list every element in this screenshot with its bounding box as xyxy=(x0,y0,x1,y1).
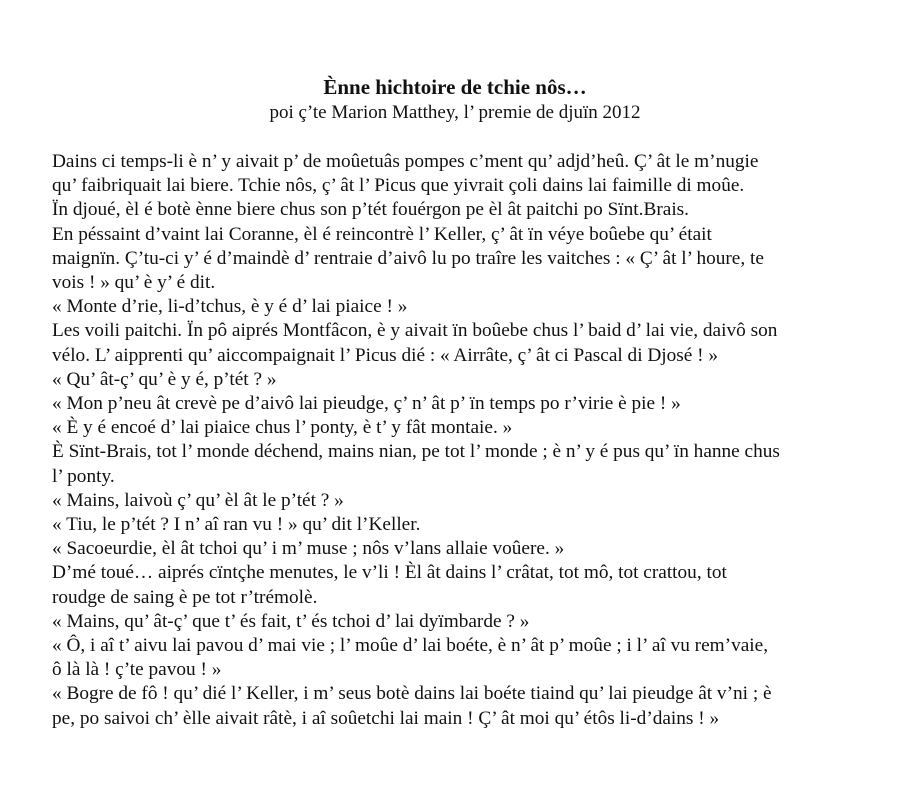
text-line: « Mon p’neu ât crevè pe d’aivô lai pieudge, ç’ n’ ât p’ ïn temps po r’virie è pie ! » xyxy=(52,393,681,415)
text-line: pe, po saivoi ch’ èlle aivait râtè, i aî soûetchi lai main ! Ç’ ât moi qu’ étôs li-d’dains ! » xyxy=(52,707,720,729)
text-line: ô là là ! ç’te pavou ! » xyxy=(52,659,222,681)
text-line: « Sacoeurdie, èl ât tchoi qu’ i m’ muse ; nôs v’lans allaie voûere. » xyxy=(52,538,565,560)
text-line: « Bogre de fô ! qu’ dié l’ Keller, i m’ seus botè dains lai boéte tiaind qu’ lai pieudge ât v’ni ; è xyxy=(52,683,772,705)
text-line: D’mé toué… aiprés cïntçhe menutes, le v’li ! Èl ât dains l’ crâtat, tot mô, tot crattou, tot xyxy=(52,562,727,584)
text-line: « Ô, i aî t’ aivu lai pavou d’ mai vie ; l’ moûe d’ lai boéte, è n’ ât p’ moûe ; i l’ aî vu rem’vaie, xyxy=(52,635,769,657)
text-line: roudge de saing è pe tot r’trémolè. xyxy=(52,586,318,608)
text-line: En péssaint d’vaint lai Coranne, èl é reincontrè l’ Keller, ç’ ât ïn véye boûebe qu’ était xyxy=(52,223,712,245)
text-line: « È y é encoé d’ lai piaice chus l’ ponty, è t’ y fât montaie. » xyxy=(52,417,513,439)
text-line: l’ ponty. xyxy=(52,465,115,487)
text-line: Les voili paitchi. Ïn pô aiprés Montfâcon, è y aivait ïn boûebe chus l’ baid d’ lai vie, daivô son xyxy=(52,320,778,342)
document-body xyxy=(52,150,872,731)
text-line: qu’ faibriquait lai biere. Tchie nôs, ç’ ât l’ Picus que yivrait çoli dains lai faimille di moûe. xyxy=(52,175,745,197)
text-line: È Sïnt-Brais, tot l’ monde déchend, mains nian, pe tot l’ monde ; è n’ y é pus qu’ ïn hanne chus xyxy=(52,441,780,463)
text-line: « Monte d’rie, li-d’tchus, è y é d’ lai piaice ! » xyxy=(52,296,408,318)
text-line: Ïn djoué, èl é botè ènne biere chus son p’tét fouérgon pe èl ât paitchi po Sïnt.Brais. xyxy=(52,199,690,221)
text-line: « Mains, laivoù ç’ qu’ èl ât le p’tét ? » xyxy=(52,489,344,511)
text-line: « Qu’ ât-ç’ qu’ è y é, p’tét ? » xyxy=(52,368,277,390)
text-line: Dains ci temps-li è n’ y aivait p’ de moûetuâs pompes c’ment qu’ adjd’heû. Ç’ ât le m’nugie xyxy=(52,151,759,172)
text-line: « Tiu, le p’tét ? I n’ aî ran vu ! » qu’ dit l’Keller. xyxy=(52,514,421,536)
text-line: maignïn. Ç’tu-ci y’ é d’maindè d’ rentraie d’aivô lu po traîre les vaitches : « Ç’ ât l’ houre, te xyxy=(52,247,764,269)
text-line: vélo. L’ aipprenti qu’ aiccompaignait l’ Picus dié : « Airrâte, ç’ ât ci Pascal di Djosé ! » xyxy=(52,344,719,366)
document-subtitle: poi ç’te Marion Matthey, l’ premie de djuïn 2012 xyxy=(269,102,641,123)
text-line: vois ! » qu’ è y’ é dit. xyxy=(52,272,216,294)
document-title: Ènne hichtoire de tchie nôs… xyxy=(323,75,587,99)
text-line: « Mains, qu’ ât-ç’ que t’ és fait, t’ és tchoi d’ lai dyïmbarde ? » xyxy=(52,610,530,632)
